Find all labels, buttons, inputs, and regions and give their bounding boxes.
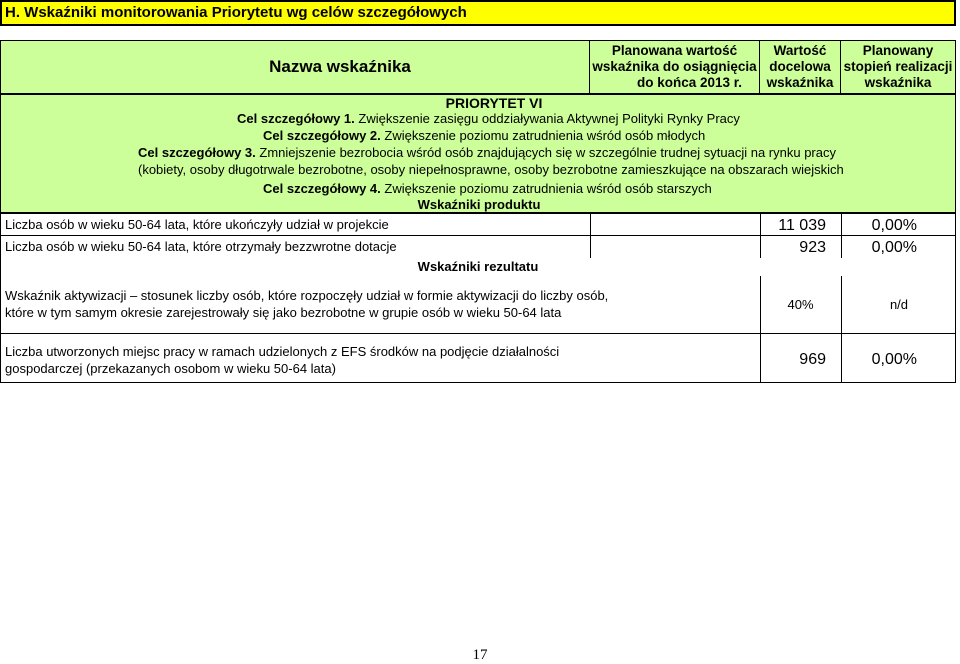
- table-row: [0, 276, 956, 334]
- goal-3-continuation: (kobiety, osoby długotrwale bezrobotne, osoby niepełnosprawne, osoby bezrobotne zamieszkujące na obszarach wiejskich: [138, 162, 844, 177]
- header-indicator-name: Nazwa wskaźnika: [0, 40, 590, 95]
- target-value: 40%: [787, 297, 814, 312]
- goal-2: Cel szczegółowy 2. Zwiększenie poziomu zatrudnienia wśród osób młodych: [263, 128, 706, 143]
- realization-degree: n/d: [889, 297, 909, 312]
- realization-degree: 0,00%: [871, 239, 917, 256]
- header-target-value: Wartość docelowa wskaźnika: [759, 40, 841, 95]
- page-number: 17: [472, 647, 488, 663]
- priority-label: PRIORYTET VI: [445, 95, 543, 111]
- section-title: H. Wskaźniki monitorowania Priorytetu wg celów szczegółowych: [0, 0, 956, 26]
- indicator-name-line-1: Liczba utworzonych miejsc pracy w ramach udzielonych z EFS środków na podjęcie działalności: [5, 344, 560, 359]
- header-realization-degree: Planowany stopień realizacji wskaźnika: [840, 40, 956, 95]
- realization-degree: 0,00%: [871, 351, 917, 368]
- result-indicators-row: [0, 258, 956, 277]
- table-row: [0, 213, 956, 236]
- indicator-name-line-1: Wskaźnik aktywizacji – stosunek liczby osób, które rozpoczęły udział w formie aktywizacji do liczby osób,: [5, 288, 609, 303]
- indicator-name: Liczba osób w wieku 50-64 lata, które ukończyły udział w projekcie: [5, 217, 389, 232]
- target-value: 923: [799, 239, 826, 256]
- goal-4: Cel szczegółowy 4. Zwiększenie poziomu zatrudnienia wśród osób starszych: [263, 181, 712, 196]
- result-indicators-header: Wskaźniki rezultatu: [417, 259, 539, 274]
- table-row: [0, 333, 956, 383]
- indicator-name-line-2: które w tym samym okresie zarejestrowały się jako bezrobotne w grupie osób w wieku 50-64 lata: [5, 305, 562, 320]
- indicator-name-line-2: gospodarczej (przekazanych osobom w wieku 50-64 lata): [5, 361, 336, 376]
- header-planned-value: Planowana wartość wskaźnika do osiągnięcia do końca 2013 r.: [589, 40, 760, 95]
- target-value: 969: [799, 351, 826, 368]
- realization-degree: 0,00%: [871, 217, 917, 234]
- goal-3: Cel szczegółowy 3. Zmniejszenie bezrobocia wśród osób znajdujących się w szczególnie trudnej sytuacji na rynku pracy: [138, 145, 836, 160]
- goal-1: Cel szczegółowy 1. Zwiększenie zasięgu oddziaływania Aktywnej Polityki Rynky Pracy: [237, 111, 740, 126]
- goals-band: [0, 95, 956, 213]
- table-row: [0, 235, 956, 259]
- product-indicators-header: Wskaźniki produktu: [417, 197, 541, 212]
- indicator-name: Liczba osób w wieku 50-64 lata, które otrzymały bezzwrotne dotacje: [5, 239, 397, 254]
- target-value: 11 039: [778, 217, 826, 234]
